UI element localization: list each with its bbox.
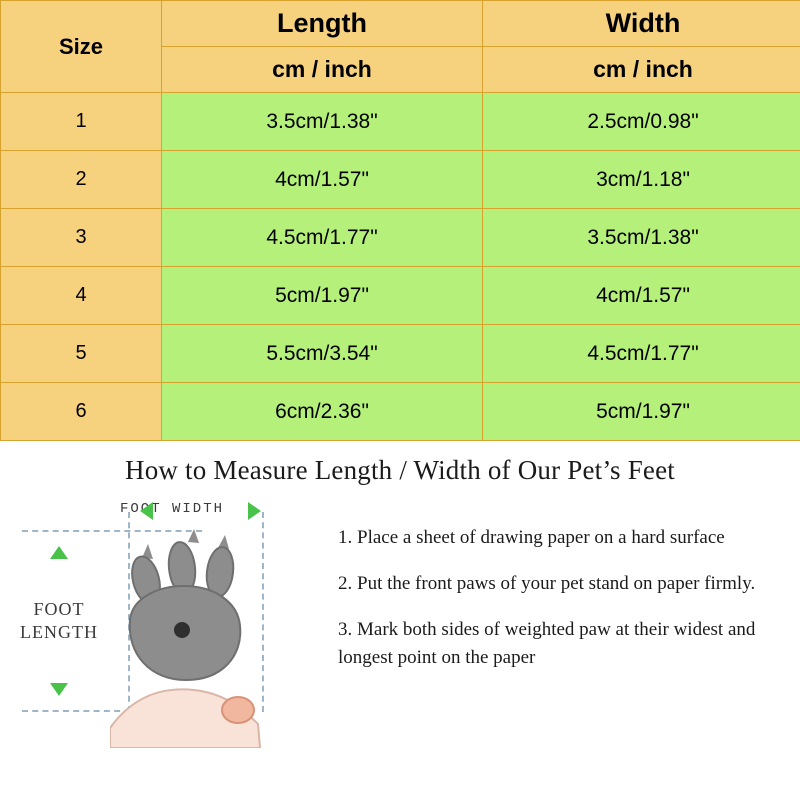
cell-width: 5cm/1.97"	[483, 383, 800, 441]
cell-width: 4.5cm/1.77"	[483, 325, 800, 383]
cell-size: 3	[1, 209, 162, 267]
measure-guide-panel	[0, 441, 800, 796]
step-2: 2. Put the front paws of your pet stand on paper firmly.	[338, 572, 756, 594]
measure-steps	[330, 498, 800, 668]
table-row	[1, 383, 800, 441]
foot-length-label-line2: LENGTH	[20, 621, 98, 642]
table-row	[1, 151, 800, 209]
cell-size: 1	[1, 93, 162, 151]
step-3: 3. Mark both sides of weighted paw at their widest and	[338, 618, 756, 640]
paw-measure-diagram	[0, 498, 330, 768]
column-unit-width: cm / inch	[483, 47, 800, 93]
foot-length-label	[14, 598, 104, 643]
cell-length: 3.5cm/1.38"	[162, 93, 483, 151]
arrow-left-icon	[140, 502, 153, 520]
cell-length: 5cm/1.97"	[162, 267, 483, 325]
foot-length-label-line1: FOOT	[33, 599, 85, 619]
table-header-row	[1, 1, 800, 47]
cell-length: 6cm/2.36"	[162, 383, 483, 441]
paw-illustration	[110, 528, 310, 753]
paw-svg	[110, 528, 310, 748]
cell-length: 5.5cm/3.54"	[162, 325, 483, 383]
arrow-up-icon	[50, 546, 68, 559]
arrow-down-icon	[50, 683, 68, 696]
table-row	[1, 325, 800, 383]
cell-width: 4cm/1.57"	[483, 267, 800, 325]
guide-title: How to Measure Length / Width of Our Pet’s Feet	[125, 455, 675, 485]
cell-size: 4	[1, 267, 162, 325]
thumb-icon	[222, 697, 254, 723]
cell-width: 3cm/1.18"	[483, 151, 800, 209]
cell-width: 3.5cm/1.38"	[483, 209, 800, 267]
paw-center-dot-icon	[174, 622, 190, 638]
cell-width: 2.5cm/0.98"	[483, 93, 800, 151]
column-header-length: Length	[162, 1, 483, 47]
column-header-width: Width	[483, 1, 800, 47]
table-row	[1, 267, 800, 325]
step-3-continued: longest point on the paper	[338, 646, 536, 668]
table-row	[1, 209, 800, 267]
guide-body	[0, 486, 800, 768]
cell-length: 4cm/1.57"	[162, 151, 483, 209]
cell-size: 2	[1, 151, 162, 209]
cell-length: 4.5cm/1.77"	[162, 209, 483, 267]
cell-size: 5	[1, 325, 162, 383]
arrow-right-icon	[248, 502, 261, 520]
cell-size: 6	[1, 383, 162, 441]
foot-width-label: FOOT WIDTH	[120, 501, 225, 517]
column-header-size: Size	[1, 1, 162, 93]
step-1: 1. Place a sheet of drawing paper on a hard surface	[338, 527, 725, 548]
table-row	[1, 93, 800, 151]
column-unit-length: cm / inch	[162, 47, 483, 93]
